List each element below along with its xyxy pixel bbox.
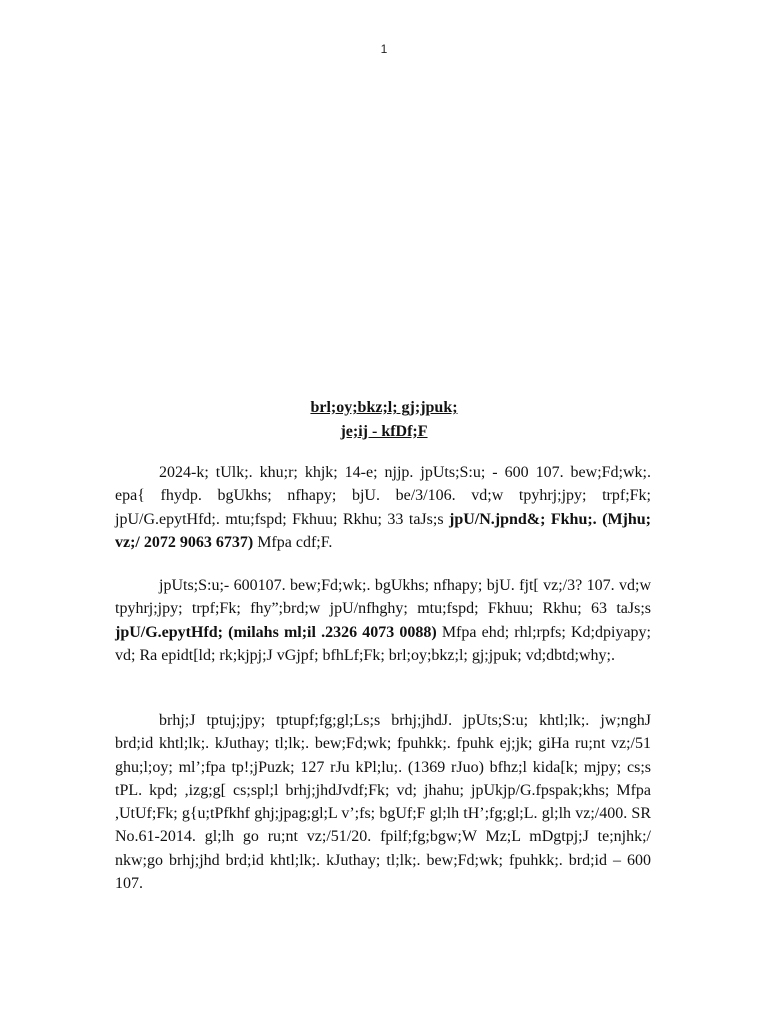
paragraph-1-bold: jpU/N.jpnd&; Fkhu;. (Mjhu; vz;/ 2072 9063 6737): [115, 510, 652, 551]
paragraph-2-tail: Mfpa ehd; rhl;rpfs; Kd;dpiyapy; vd; Ra epidt[ld; rk;kjpj;J vGjpf; bfhLf;Fk; brl;oy;bkz;l; gj;jpuk; vd;dbtd;why;.: [115, 623, 651, 664]
paragraph-2: [115, 574, 651, 667]
paragraph-2-text: jpUts;S:u;- 600107. bew;Fd;wk;. bgUkhs; nfhapy; bjU. fjt[ vz;/3? 107. vd;w tpyhrj;jpy; trpf;Fk; fhy”;brd;w jpU/nfhghy; mtu;fspd; Fkhuu; Rkhu; 63 taJs;s: [115, 577, 651, 618]
paragraph-3-text: brhj;J tptuj;jpy; tptupf;fg;gl;Ls;s brhj;jhdJ. jpUts;S:u; khtl;lk;. jw;nghJ brd;id khtl;lk;. kJuthay; tl;lk;. bew;Fd;wk; fpuhkk;. fpuhk ej;jk; giHa ru;nt vz;/51 ghu;l;oy; ml’;fpa tp!;jPuzk; 127 rJu kPl;lu;. (1369 rJuo) bfhz;l kida[k; mjpy; cs;s tPL. kpd; ,izg;g[ cs;spl;l brhj;jhdJvdf;Fk; vd; jhahu; jpUkjp/G.fpspak;khs; Mfpa ,UtUf;Fk; g{u;tPfkhf ghj;jpag;gl;L v’;fs; bgUf;F gl;lh tH’;fg;gl;L. gl;lh vz;/400. SR No.61-2014. gl;lh go ru;nt vz;/51/20. fpilf;fg;bgw;W Mz;L mDgtpj;J te;njhk;/ nkw;go brhj;jhd brd;id khtl;lk;. kJuthay; tl;lk;. bew;Fd;wk; fpuhkk;. brd;id – 600 107.: [115, 712, 651, 893]
paragraph-1: [115, 461, 651, 554]
page-number: 1: [380, 42, 388, 56]
document-title: brl;oy;bkz;l; gj;jpuk;: [310, 399, 458, 416]
document-heading: [0, 396, 768, 444]
document-subtitle: je;ij - kfDf;F: [340, 423, 428, 440]
paragraph-3: [115, 709, 651, 895]
paragraph-2-bold: jpU/G.epytHfd; (milahs ml;il .2326 4073 0088): [115, 623, 437, 641]
paragraph-1-tail: Mfpa cdf;F.: [253, 533, 333, 551]
paragraph-1-text: 2024-k; tUlk;. khu;r; khjk; 14-e; njjp. jpUts;S:u; - 600 107. bew;Fd;wk;. epa{ fhydp. bgUkhs; nfhapy; bjU. be/3/106. vd;w tpyhrj;jpy; trpf;Fk; jpU/G.epytHfd;. mtu;fspd; Fkhuu; Rkhu; 33 taJs;s: [115, 464, 651, 528]
